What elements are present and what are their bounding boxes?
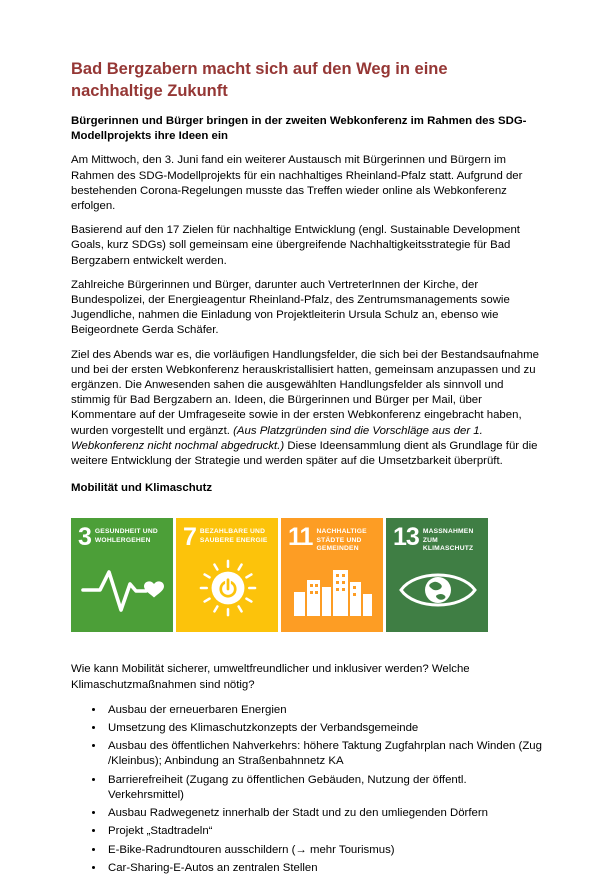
paragraph-4: [71, 348, 542, 470]
sdg-number: 3: [78, 523, 91, 552]
paragraph-1: Am Mittwoch, den 3. Juni fand ein weiterer Austausch mit Bürgerinnen und Bürgern im Rahmen des SDG-Modellprojekts für ein nachhaltiges Rheinland-Pfalz statt. Aufgrund der bestehenden Corona-Regelungen musste das Treffen wieder online als Webkonferenz erfolgen.: [71, 154, 523, 213]
section-heading: Mobilität und Klimaschutz: [71, 482, 213, 495]
sdg-number: 13: [393, 523, 419, 552]
list-item: • Barrierefreiheit (Zugang zu öffentlichen Gebäuden, Nutzung der öffentl. Verkehrsmittel): [105, 773, 542, 803]
list-item: • Ausbau der erneuerbaren Energien: [105, 703, 542, 718]
page-title: Bad Bergzabern macht sich auf den Weg in eine nachhaltige Zukunft: [71, 60, 448, 100]
paragraph-4-italic-note: (Aus Platzgründen sind die Vorschläge aus der 1. Webkonferenz nicht nochmal abgedruckt.): [71, 424, 483, 452]
sdg-tile-header: [393, 525, 483, 553]
sdg-title: MASSNAHMEN ZUM KLIMASCHUTZ: [422, 528, 474, 552]
sdg-title: GESUNDHEIT UND WOHLERGEHEN: [94, 528, 158, 544]
eye-globe-icon: [393, 553, 483, 627]
idea-list: [105, 703, 542, 876]
sdg-number: 7: [183, 523, 196, 552]
city-buildings-icon: [288, 553, 378, 627]
sdg-tiles-row: [71, 518, 542, 632]
paragraph-2: Basierend auf den 17 Zielen für nachhaltige Entwicklung (engl. Sustainable Development Goals, kurz SDGs) soll gemeinsam eine übergreifende Nachhaltigkeitsstrategie für Bad Bergzabern entwickelt werden.: [71, 224, 520, 267]
city-buildings-svg: [293, 564, 373, 616]
heartbeat-heart-icon: [78, 549, 168, 627]
list-item: • Umsetzung des Klimaschutzkonzepts der Verbandsgemeinde: [105, 721, 542, 736]
sdg-title: NACHHALTIGE STÄDTE UND GEMEINDEN: [316, 528, 367, 552]
heartbeat-heart-svg: [80, 560, 166, 616]
sdg-tile-3-health: [71, 518, 173, 632]
sdg-tile-13-climate: [386, 518, 488, 632]
sdg-tile-7-energy: [176, 518, 278, 632]
list-item: • Car-Sharing-E-Autos an zentralen Stellen: [105, 861, 542, 876]
sdg-number: 11: [288, 523, 313, 552]
paragraph-4-text-after: Diese Ideensammlung dient als Grundlage für die weitere Entwicklung der Strategie und werden später auf die Umsetzbarkeit überprüft.: [71, 439, 538, 468]
list-item: • Ausbau Radwegenetz innerhalb der Stadt und zu den umliegenden Dörfern: [105, 806, 542, 821]
section-question: Wie kann Mobilität sicherer, umweltfreundlicher und inklusiver werden? Welche Klimaschutzmaßnahmen sind nötig?: [71, 663, 470, 691]
sdg-tile-11-cities: [281, 518, 383, 632]
sun-power-svg: [199, 559, 257, 617]
list-item: • Ausbau des öffentlichen Nahverkehrs: höhere Taktung Zugfahrplan nach Winden (Zug /Kleinbus); Anbindung an Straßenbahnnetz KA: [105, 739, 542, 769]
sdg-tile-header: [183, 523, 273, 552]
eye-globe-svg: [397, 566, 479, 614]
paragraph-3: Zahlreiche Bürgerinnen und Bürger, darunter auch VertreterInnen der Kirche, der Bundespolizei, der Energieagentur Rheinland-Pfalz, des Zentrumsmanagements sowie Jugendliche, nahmen die Einladung von Projektleiterin Ursula Schulz an, ebenso wie Beigeordnete Gerda Schäfer.: [71, 278, 510, 337]
sdg-tile-header: [78, 523, 168, 552]
list-item: • Projekt „Stadtradeln“: [105, 824, 542, 839]
article-subtitle: Bürgerinnen und Bürger bringen in der zweiten Webkonferenz im Rahmen des SDG-Modellprojekts ihre Ideen ein: [71, 115, 527, 143]
sdg-title: BEZAHLBARE UND SAUBERE ENERGIE: [199, 528, 268, 544]
sdg-tile-header: [288, 525, 378, 553]
list-item: • E-Bike-Radrundtouren ausschildern (→ mehr Tourismus): [105, 843, 542, 858]
sun-power-icon: [183, 549, 273, 627]
paragraph-4-text-before: Ziel des Abends war es, die vorläufigen Handlungsfelder, die sich bei der Bestandsaufnahme und bei der ersten Webkonferenz herauskristallisiert hatten, gemeinsam anzupassen und zu ergänzen. Die Anwesenden sahen die ausgewählten Handlungsfelder als sinnvoll und stimmig für Bad Bergzabern an. Ideen, die Bürgerinnen und Bürger per Mail, über Kommentare auf der Umfrageseite sowie in der ersten Webkonferenz eingebracht haben, wurden vorgestellt und ergänzt.: [71, 348, 539, 437]
